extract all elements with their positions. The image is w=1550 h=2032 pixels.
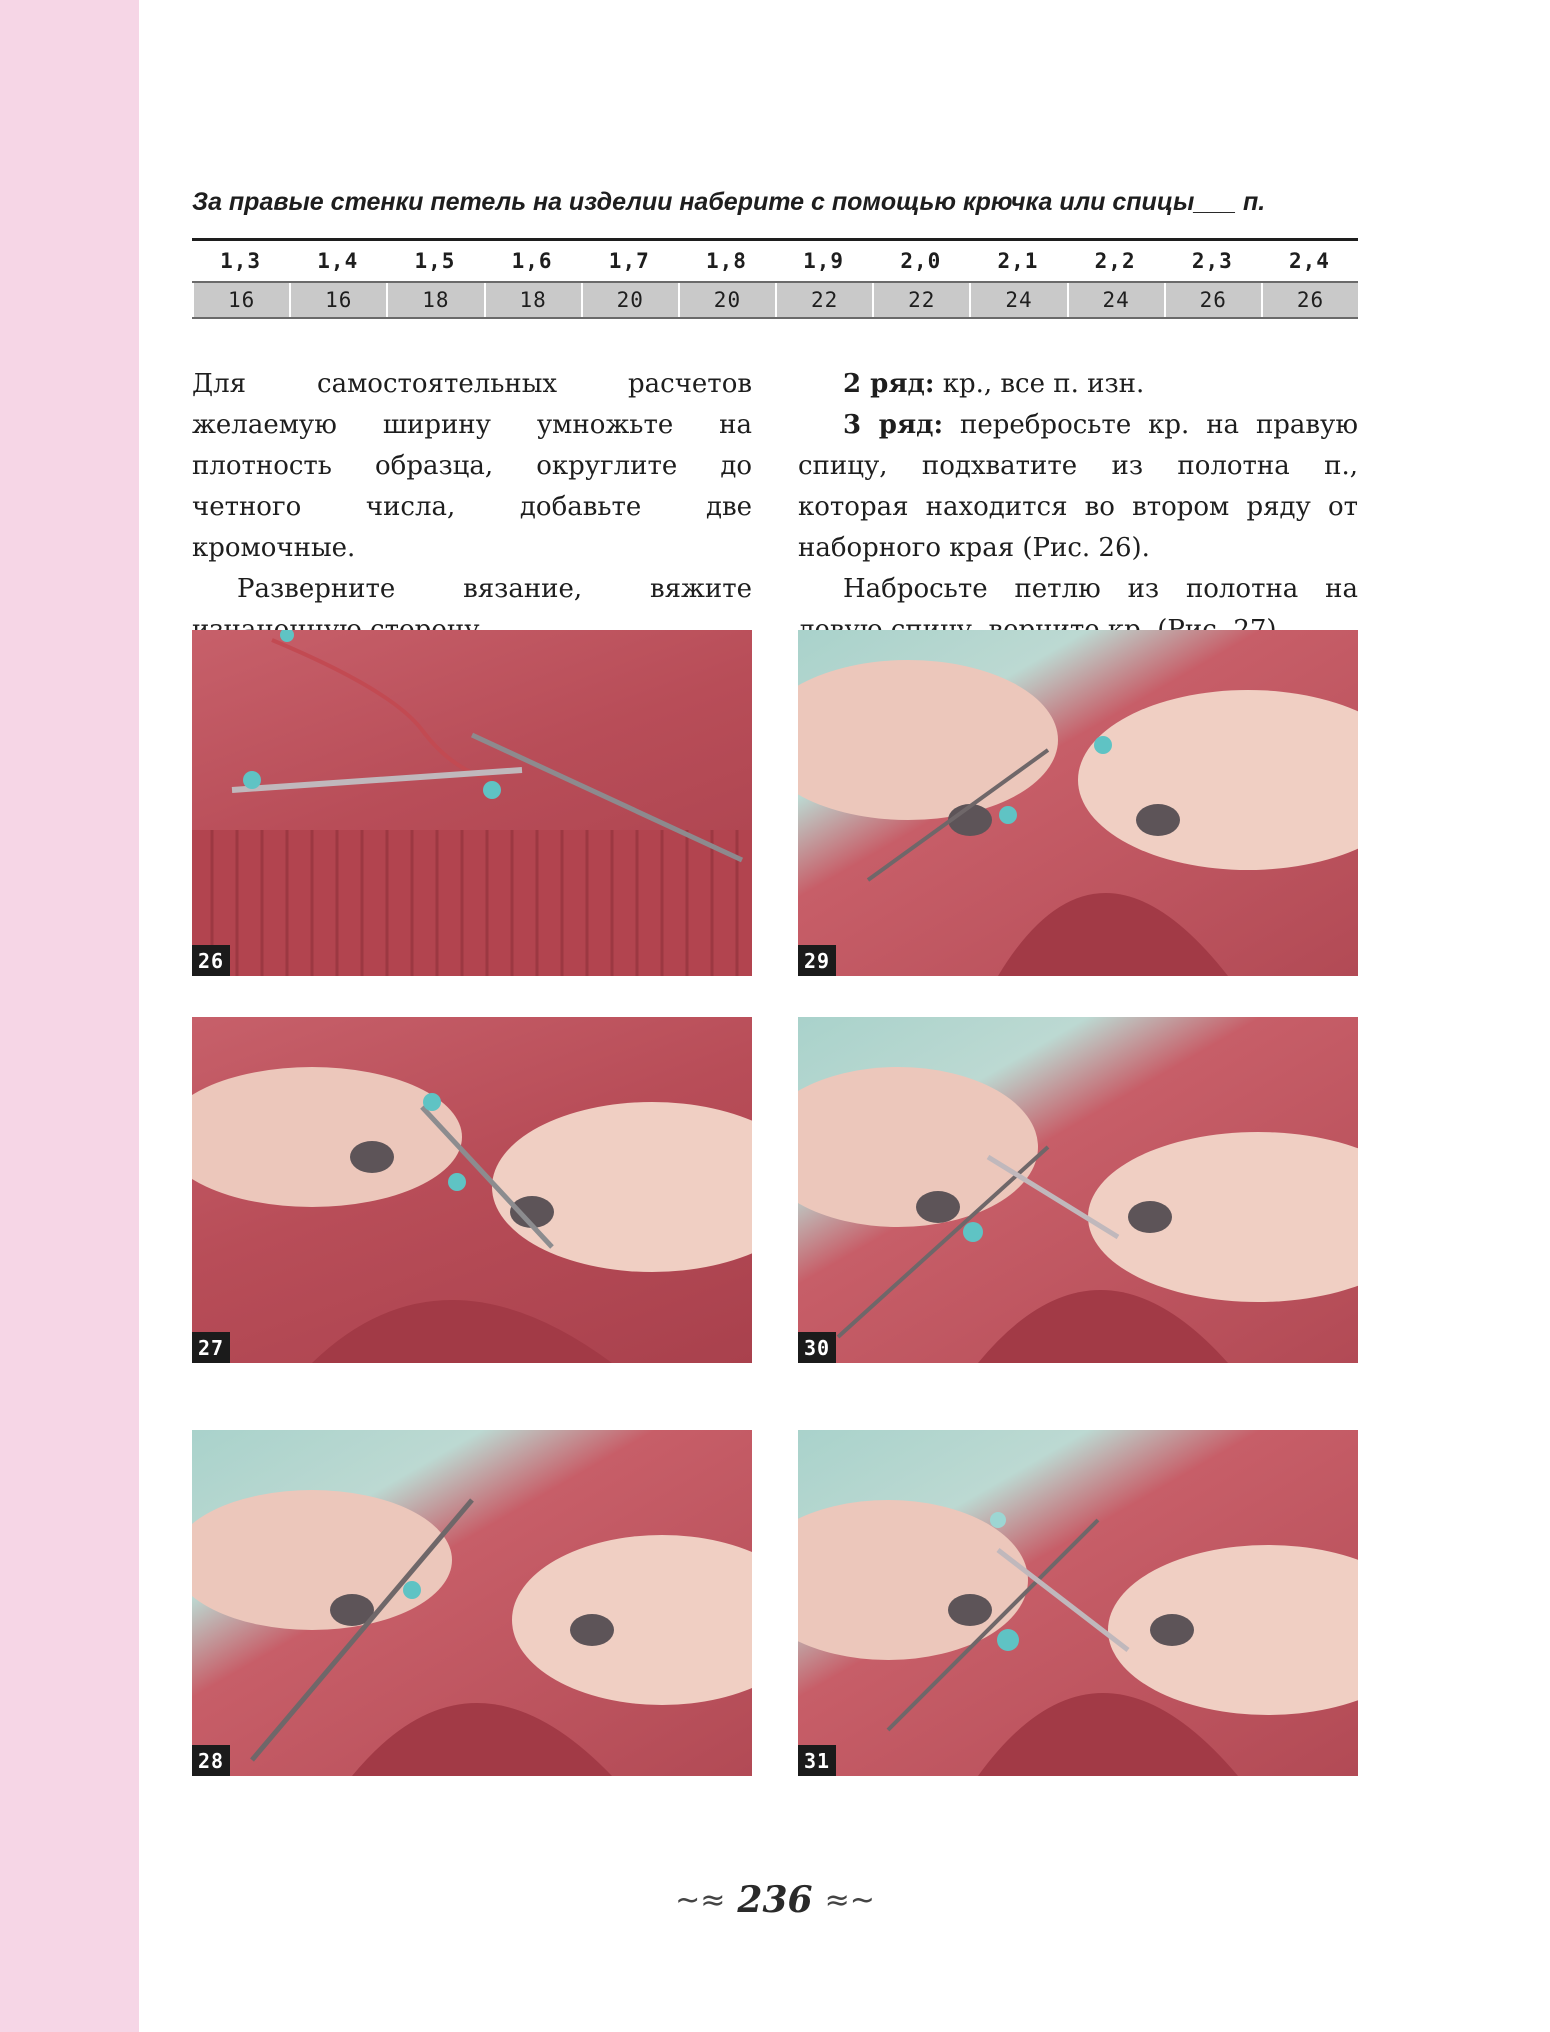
photo-27 (192, 1017, 752, 1363)
table-value-cell: 20 (581, 283, 678, 317)
table-header-cell: 2,0 (900, 249, 942, 273)
table-value-cell: 20 (678, 283, 775, 317)
figure-number: 28 (192, 1745, 230, 1776)
paragraph-loop-instruction: Набросьте петлю из полотна на (843, 574, 1358, 604)
paragraph-row-3 (798, 405, 1358, 569)
left-flourish-ornament: ~≈ (675, 1882, 726, 1918)
text-column-right (798, 364, 1358, 651)
table-caption: За правые стенки петель на изделии наберите с помощью крючка или спицы___ п. (192, 188, 1266, 216)
photo-26 (192, 630, 752, 976)
photo-30 (798, 1017, 1358, 1363)
page-number: 236 (737, 1879, 813, 1921)
stitch-count-table (192, 238, 1358, 319)
photo-28-illustration (192, 1430, 752, 1776)
table-value-cell: 24 (1067, 283, 1164, 317)
table-value-cell: 22 (872, 283, 969, 317)
table-value-cell: 24 (969, 283, 1066, 317)
table-value-row (192, 281, 1358, 319)
photo-31 (798, 1430, 1358, 1776)
page-side-band (0, 0, 139, 2032)
table-value-cell: 26 (1261, 283, 1358, 317)
paragraph-turn-work: Разверните вязание, вяжите (237, 574, 752, 604)
row-2-text: кр., все п. изн. (934, 369, 1145, 399)
photo-28 (192, 1430, 752, 1776)
photo-30-illustration (798, 1017, 1358, 1363)
row-3-text: перебросьте кр. на правую спицу, подхватите из полотна п., которая находится во втором ряду от наборного края (Рис. 26). (798, 410, 1358, 563)
table-header-cell: 1,9 (803, 249, 845, 273)
table-value-cell: 16 (192, 283, 289, 317)
table-header-cell: 1,4 (317, 249, 359, 273)
table-header-row (192, 241, 1358, 281)
table-header-cell: 1,8 (705, 249, 747, 273)
table-value-cell: 22 (775, 283, 872, 317)
table-value-cell: 26 (1164, 283, 1261, 317)
table-header-cell: 1,7 (608, 249, 650, 273)
paragraph-row-2 (798, 364, 1358, 405)
paragraph-calculation: Для самостоятельных расчетов желаемую ширину умножьте на плотность образца, округлите до четного числа, добавьте две кромочные. (192, 369, 752, 563)
photo-31-illustration (798, 1430, 1358, 1776)
photo-27-illustration (192, 1017, 752, 1363)
right-flourish-ornament: ≈~ (824, 1882, 875, 1918)
photo-29 (798, 630, 1358, 976)
photo-29-illustration (798, 630, 1358, 976)
figure-number: 30 (798, 1332, 836, 1363)
table-header-cell: 2,4 (1289, 249, 1330, 273)
row-3-label: 3 ряд: (843, 410, 944, 440)
photo-26-illustration (192, 630, 752, 976)
figure-number: 29 (798, 945, 836, 976)
table-header-cell: 1,6 (511, 249, 553, 273)
figure-number: 27 (192, 1332, 230, 1363)
table-value-cell: 16 (289, 283, 386, 317)
figure-number: 26 (192, 945, 230, 976)
table-header-cell: 2,1 (997, 249, 1039, 273)
table-header-cell: 2,2 (1094, 249, 1136, 273)
figure-number: 31 (798, 1745, 836, 1776)
table-header-cell: 2,3 (1191, 249, 1233, 273)
table-value-cell: 18 (386, 283, 483, 317)
table-header-cell: 1,3 (220, 249, 262, 273)
page-number-folio (640, 1870, 910, 1930)
text-column-left (192, 364, 752, 651)
table-value-cell: 18 (484, 283, 581, 317)
row-2-label: 2 ряд: (843, 369, 935, 399)
table-header-cell: 1,5 (414, 249, 456, 273)
